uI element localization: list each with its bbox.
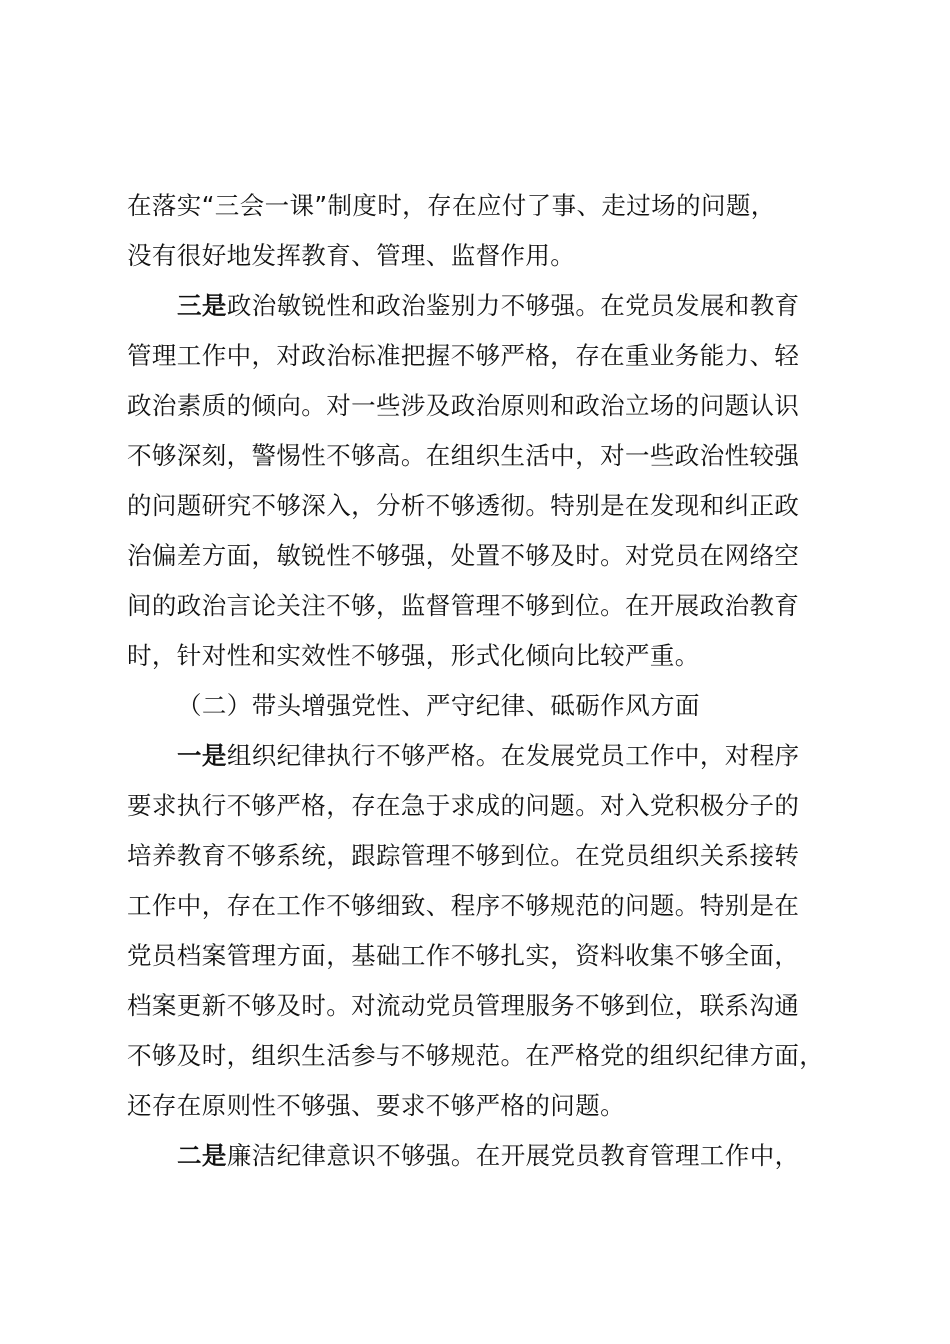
paragraph-line xyxy=(127,631,837,681)
line-text: 档案更新不够及时。对流动党员管理服务不够到位，联系沟通 xyxy=(127,991,800,1020)
line-text: 工作中，存在工作不够细致、程序不够规范的问题。特别是在 xyxy=(127,891,800,920)
paragraph-line xyxy=(127,581,837,631)
section-heading-text: （二）带头增强党性、严守纪律、砥砺作风方面 xyxy=(177,691,700,720)
paragraph-line xyxy=(127,931,837,981)
paragraph-line xyxy=(127,1131,837,1181)
paragraph-line xyxy=(127,1031,837,1081)
paragraph-line xyxy=(127,781,837,831)
line-text: 在落实“三会一课”制度时，存在应付了事、走过场的问题， xyxy=(127,191,776,220)
line-text: 党员档案管理方面，基础工作不够扎实，资料收集不够全面， xyxy=(127,941,800,970)
point-lead: 一是 xyxy=(177,741,227,770)
paragraph-line xyxy=(127,1081,837,1131)
paragraph-line xyxy=(127,381,837,431)
line-text: 管理工作中，对政治标准把握不够严格，存在重业务能力、轻 xyxy=(127,341,800,370)
paragraph-line xyxy=(127,981,837,1031)
line-text: 政治素质的倾向。对一些涉及政治原则和政治立场的问题认识 xyxy=(127,391,800,420)
line-text: 组织纪律执行不够严格。在发展党员工作中，对程序 xyxy=(226,741,800,770)
line-text: 廉洁纪律意识不够强。在开展党员教育管理工作中， xyxy=(226,1141,800,1170)
paragraph-line xyxy=(127,281,837,331)
line-text: 政治敏锐性和政治鉴别力不够强。在党员发展和教育 xyxy=(226,291,800,320)
paragraph-line xyxy=(127,881,837,931)
point-lead: 二是 xyxy=(177,1141,227,1170)
paragraph-line xyxy=(127,431,837,481)
line-text: 治偏差方面，敏锐性不够强，处置不够及时。对党员在网络空 xyxy=(127,541,800,570)
paragraph-line xyxy=(127,481,837,531)
paragraph-line xyxy=(127,531,837,581)
line-text: 培养教育不够系统，跟踪管理不够到位。在党员组织关系接转 xyxy=(127,841,800,870)
line-text: 间的政治言论关注不够，监督管理不够到位。在开展政治教育 xyxy=(127,591,800,620)
line-text: 要求执行不够严格，存在急于求成的问题。对入党积极分子的 xyxy=(127,791,800,820)
paragraph-line xyxy=(127,831,837,881)
paragraph-line xyxy=(127,731,837,781)
line-text: 还存在原则性不够强、要求不够严格的问题。 xyxy=(127,1091,625,1120)
paragraph-line xyxy=(127,331,837,381)
line-text: 时，针对性和实效性不够强，形式化倾向比较严重。 xyxy=(127,641,700,670)
paragraph-line xyxy=(127,181,837,231)
paragraph-line xyxy=(127,231,837,281)
section-heading xyxy=(127,681,837,731)
point-lead: 三是 xyxy=(177,291,227,320)
line-text: 不够深刻，警惕性不够高。在组织生活中，对一些政治性较强 xyxy=(127,441,800,470)
document-body xyxy=(127,181,837,1181)
line-text: 的问题研究不够深入，分析不够透彻。特别是在发现和纠正政 xyxy=(127,491,800,520)
line-text: 不够及时，组织生活参与不够规范。在严格党的组织纪律方面， xyxy=(127,1041,825,1070)
line-text: 没有很好地发挥教育、管理、监督作用。 xyxy=(127,241,576,270)
